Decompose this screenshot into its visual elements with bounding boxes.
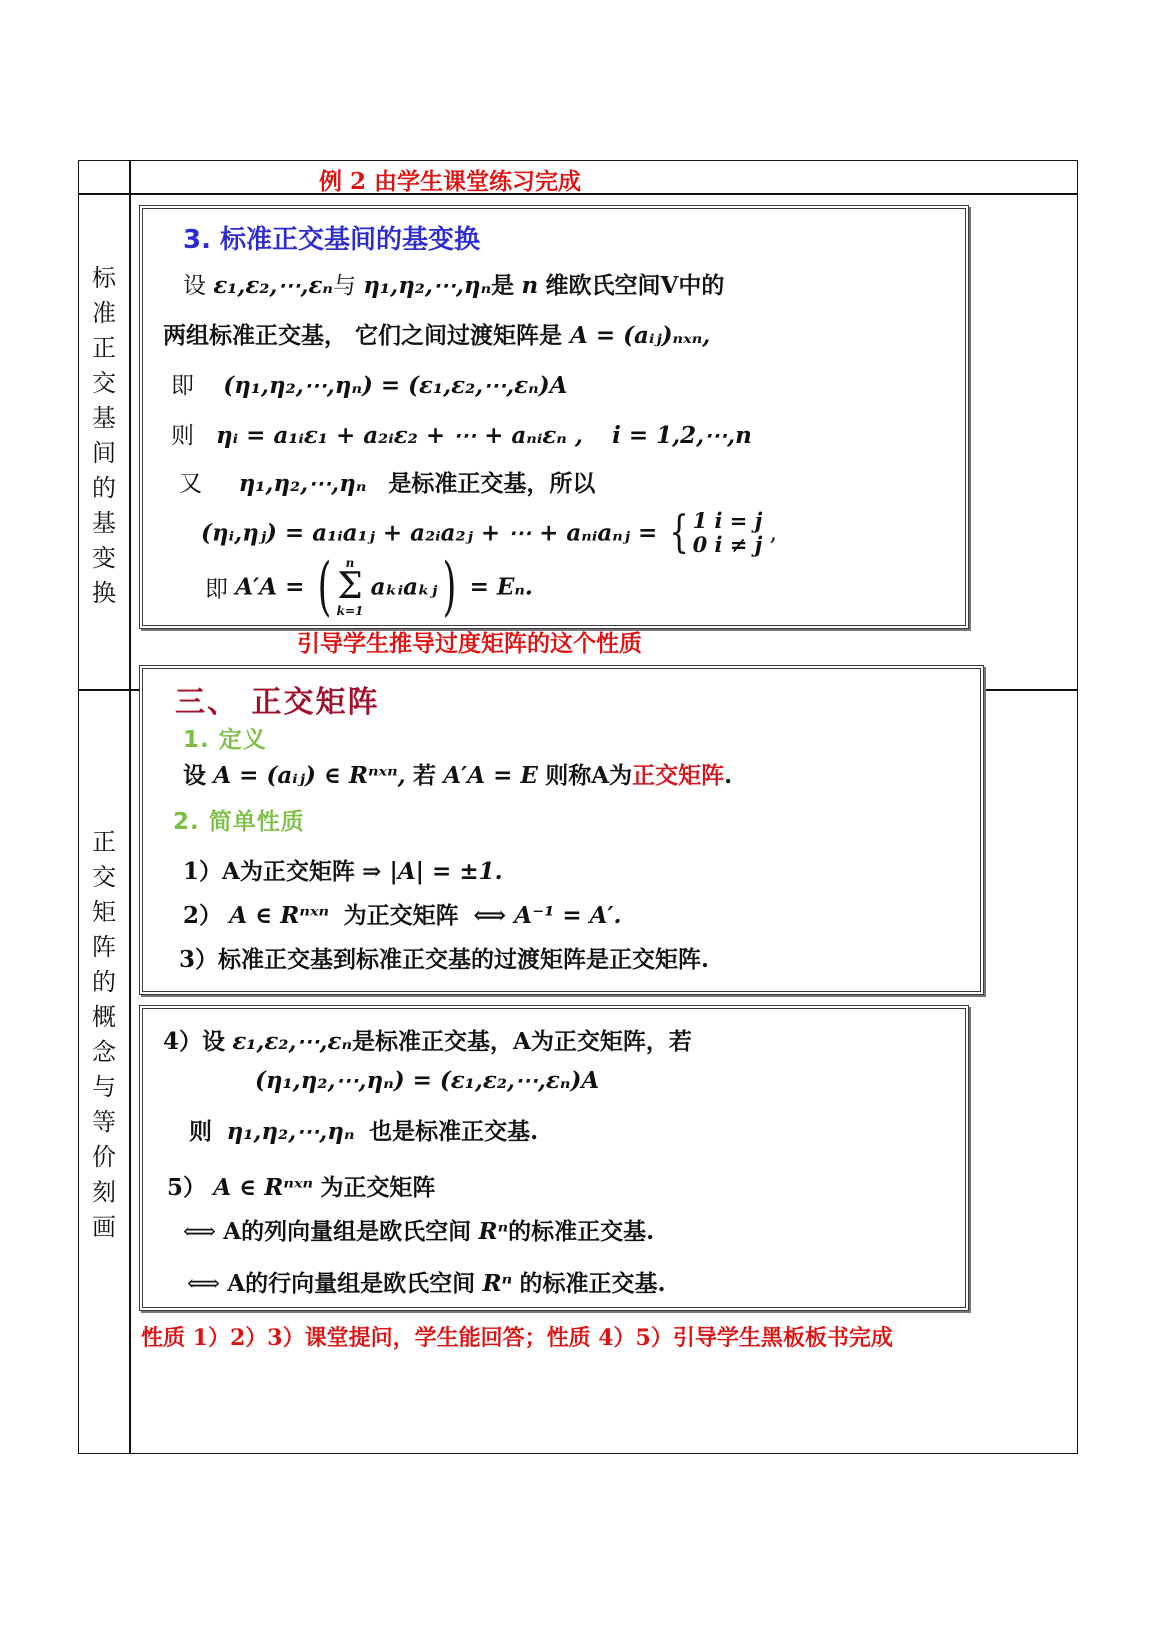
text: 是 (491, 272, 515, 299)
text: 是标准正交基，A为正交矩阵，若 (351, 1028, 692, 1055)
property-4-conclusion (189, 1113, 538, 1146)
math: i = 1,2,⋯,n (612, 422, 752, 449)
sum-upper: n (345, 556, 355, 570)
property-2 (183, 897, 622, 930)
cases (693, 509, 763, 557)
slide1-line4 (171, 417, 752, 450)
text: 的标准正交基. (508, 1218, 655, 1245)
iff-arrow-icon: ⟺ (183, 1219, 216, 1245)
text: 即 (171, 373, 194, 399)
slide1-line6 (201, 509, 777, 557)
math: A ∈ Rⁿˣⁿ (213, 1174, 314, 1201)
text: 则称A为 (545, 762, 633, 789)
math: η₁,η₂,⋯,ηₙ (363, 272, 492, 299)
property-5 (167, 1169, 435, 1202)
math: A ∈ Rⁿˣⁿ (229, 902, 330, 929)
brace: { (668, 507, 689, 558)
slide1-title: 3. 标准正交基间的基变换 (183, 225, 481, 255)
slide2-title: 三、 正交矩阵 (175, 685, 380, 720)
slide2-subtitle-2: 2. 简单性质 (173, 809, 305, 835)
math: Rⁿ (478, 1218, 509, 1245)
row1-note: 例 2 由学生课堂练习完成 (319, 168, 582, 195)
sigma: Σ (337, 566, 363, 607)
paren-left: ( (317, 550, 332, 624)
property-4-equation: (η₁,η₂,⋯,ηₙ) = (ε₁,ε₂,⋯,εₙ)A (255, 1067, 600, 1094)
slide1-line2 (163, 317, 710, 350)
sum-symbol (337, 556, 364, 618)
text: . (724, 762, 733, 789)
text: 又 (179, 471, 202, 497)
slide1-line3 (171, 367, 567, 400)
math: n (521, 272, 539, 299)
slide-basis-change (139, 205, 969, 629)
row3-label: 正 交 矩 阵 的 概 念 与 等 价 刻 画 (92, 828, 116, 1241)
sum-lower: k=1 (336, 604, 364, 618)
text: 2） (183, 902, 223, 929)
text: 4）设 (163, 1028, 226, 1055)
property-1 (183, 853, 503, 886)
text: 也是标准正交基. (369, 1118, 539, 1145)
text: 两组标准正交基， 它们之间过渡矩阵是 (163, 322, 563, 349)
text: 与 (332, 273, 356, 299)
math: = Eₙ. (469, 573, 533, 601)
text: 即 (205, 576, 228, 603)
math: A′A = E (443, 762, 538, 789)
math: aₖᵢaₖⱼ (370, 573, 438, 601)
text: 则 (189, 1118, 212, 1145)
text: 5） (167, 1174, 207, 1201)
slide-orthogonal-matrix (139, 665, 984, 995)
property-5-line-1 (183, 1213, 654, 1246)
iff-arrow-icon: ⟺ (187, 1271, 220, 1297)
case-2: 0 i ≠ j (692, 532, 763, 557)
math: A = (aᵢⱼ) ∈ Rⁿˣⁿ, (213, 762, 406, 789)
math: ηᵢ = a₁ᵢε₁ + a₂ᵢε₂ + ⋯ + aₙᵢεₙ , (215, 422, 583, 449)
math: ⇒ |A| = ±1. (362, 858, 503, 885)
math: ⟺ A⁻¹ = A′. (473, 902, 622, 929)
text: 为正交矩阵 (343, 902, 459, 929)
term-orthogonal-matrix: 正交矩阵 (632, 762, 725, 789)
text: 维欧氏空间V中的 (545, 272, 725, 299)
text: 则 (171, 423, 194, 449)
math: ε₁,ε₂,⋯,εₙ (232, 1028, 352, 1055)
text: A的列向量组是欧氏空间 (223, 1218, 472, 1245)
paren-right: ) (442, 550, 457, 624)
text: 是标准正交基，所以 (388, 470, 596, 497)
property-5-line-2 (187, 1265, 665, 1298)
text: 设 (183, 273, 206, 299)
slide-properties-4-5 (139, 1005, 969, 1311)
math: ε₁,ε₂,⋯,εₙ (213, 272, 333, 299)
lesson-table (78, 160, 1078, 1454)
text: 设 (183, 762, 206, 789)
text: , (769, 520, 777, 546)
math: η₁,η₂,⋯,ηₙ (226, 1118, 355, 1145)
definition-line (183, 757, 732, 790)
math: η₁,η₂,⋯,ηₙ (238, 470, 367, 497)
text: 为正交矩阵 (320, 1174, 436, 1201)
text: 若 (413, 762, 437, 789)
math: (ηᵢ,ηⱼ) = a₁ᵢa₁ⱼ + a₂ᵢa₂ⱼ + ⋯ + aₙᵢaₙⱼ = (201, 519, 658, 547)
slide1-line5 (179, 465, 595, 498)
slide1-line1 (183, 267, 724, 300)
text: 1）A为正交矩阵 (183, 858, 355, 885)
slide2-subtitle-1: 1. 定义 (183, 727, 267, 753)
math: A = (aᵢⱼ)ₙₓₙ, (570, 322, 711, 349)
case-1: 1 i = j (692, 508, 763, 533)
math: (η₁,η₂,⋯,ηₙ) = (ε₁,ε₂,⋯,εₙ)A (223, 372, 568, 399)
column-divider (129, 161, 131, 1453)
property-4 (163, 1023, 692, 1056)
property-3: 3）标准正交基到标准正交基的过渡矩阵是正交矩阵. (179, 946, 710, 973)
math: Rⁿ (482, 1270, 513, 1297)
text: 的标准正交基. (519, 1270, 666, 1297)
row3-note: 性质 1）2）3）课堂提问，学生能回答；性质 4）5）引导学生黑板板书完成 (141, 1325, 893, 1351)
text: A的行向量组是欧氏空间 (227, 1270, 476, 1297)
math: A′A = (235, 573, 305, 601)
row2-note: 引导学生推导过度矩阵的这个性质 (297, 630, 642, 657)
row2-label: 标 准 正 交 基 间 的 基 变 换 (92, 264, 116, 607)
slide1-line7 (205, 550, 533, 624)
